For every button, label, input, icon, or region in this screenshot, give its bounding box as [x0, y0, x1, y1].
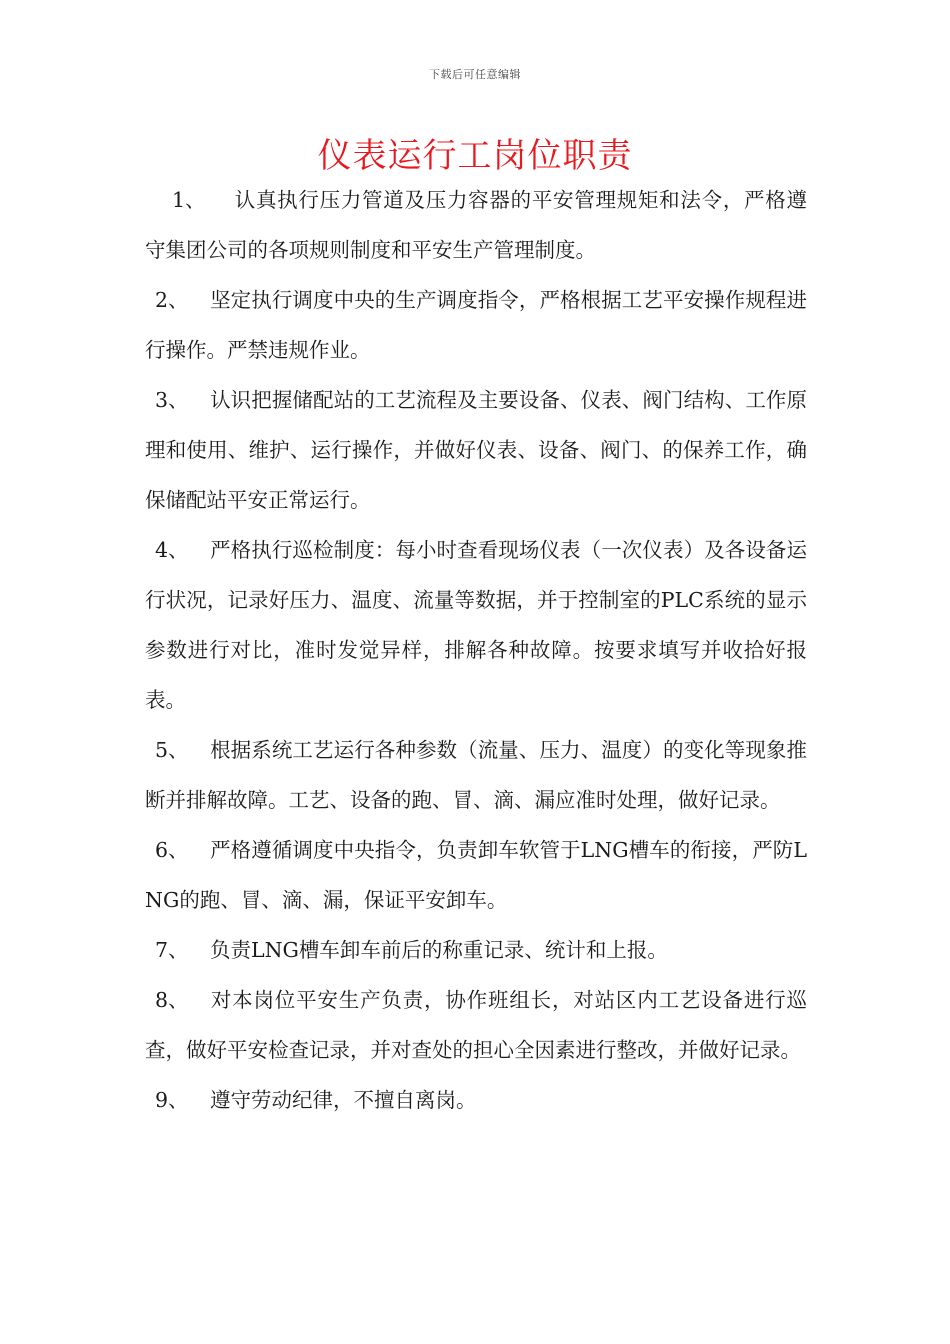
duty-number: 7、 [155, 938, 189, 962]
duty-number: 1、 [172, 188, 206, 212]
duty-number: 9、 [155, 1088, 189, 1112]
duty-text: 坚定执行调度中央的生产调度指令，严格根据工艺平安操作规程进行操作。严禁违规作业。 [145, 288, 807, 362]
duty-item-9 [145, 1075, 807, 1125]
duty-item-4 [145, 525, 807, 725]
duty-item-1 [145, 175, 807, 275]
duty-number: 2、 [155, 288, 189, 312]
duty-text: 根据系统工艺运行各种参数（流量、压力、温度）的变化等现象推断并排解故障。工艺、设备的跑、冒、滴、漏应准时处理，做好记录。 [145, 738, 807, 812]
header-note: 下载后可任意编辑 [429, 68, 521, 81]
duty-number: 4、 [155, 538, 189, 562]
duties-list [145, 175, 807, 1125]
duty-item-5 [145, 725, 807, 825]
duty-number: 8、 [155, 988, 189, 1012]
duty-text: 对本岗位平安生产负责，协作班组长，对站区内工艺设备进行巡查，做好平安检查记录，并对查处的担心全因素进行整改，并做好记录。 [145, 988, 807, 1062]
duty-text: 严格遵循调度中央指令，负责卸车软管于LNG槽车的衔接，严防LNG的跑、冒、滴、漏，保证平安卸车。 [145, 838, 807, 912]
duty-item-6 [145, 825, 807, 925]
duty-text: 负责LNG槽车卸车前后的称重记录、统计和上报。 [210, 938, 668, 962]
duty-text: 认真执行压力管道及压力容器的平安管理规矩和法令，严格遵守集团公司的各项规则制度和平安生产管理制度。 [145, 188, 807, 262]
duty-number: 6、 [155, 838, 189, 862]
duty-item-3 [145, 375, 807, 525]
duty-number: 5、 [155, 738, 189, 762]
duty-text: 认识把握储配站的工艺流程及主要设备、仪表、阀门结构、工作原理和使用、维护、运行操作，并做好仪表、设备、阀门、的保养工作，确保储配站平安正常运行。 [145, 388, 807, 512]
duty-item-7 [145, 925, 807, 975]
duty-item-2 [145, 275, 807, 375]
duty-item-8 [145, 975, 807, 1075]
duty-text: 遵守劳动纪律，不擅自离岗。 [210, 1088, 477, 1112]
page-title: 仪表运行工岗位职责 [317, 136, 633, 176]
duty-number: 3、 [155, 388, 189, 412]
duty-text: 严格执行巡检制度：每小时查看现场仪表（一次仪表）及各设备运行状况，记录好压力、温度、流量等数据，并于控制室的PLC系统的显示参数进行对比，准时发觉异样，排解各种故障。按要求填写并收拾好报表。 [145, 538, 807, 712]
